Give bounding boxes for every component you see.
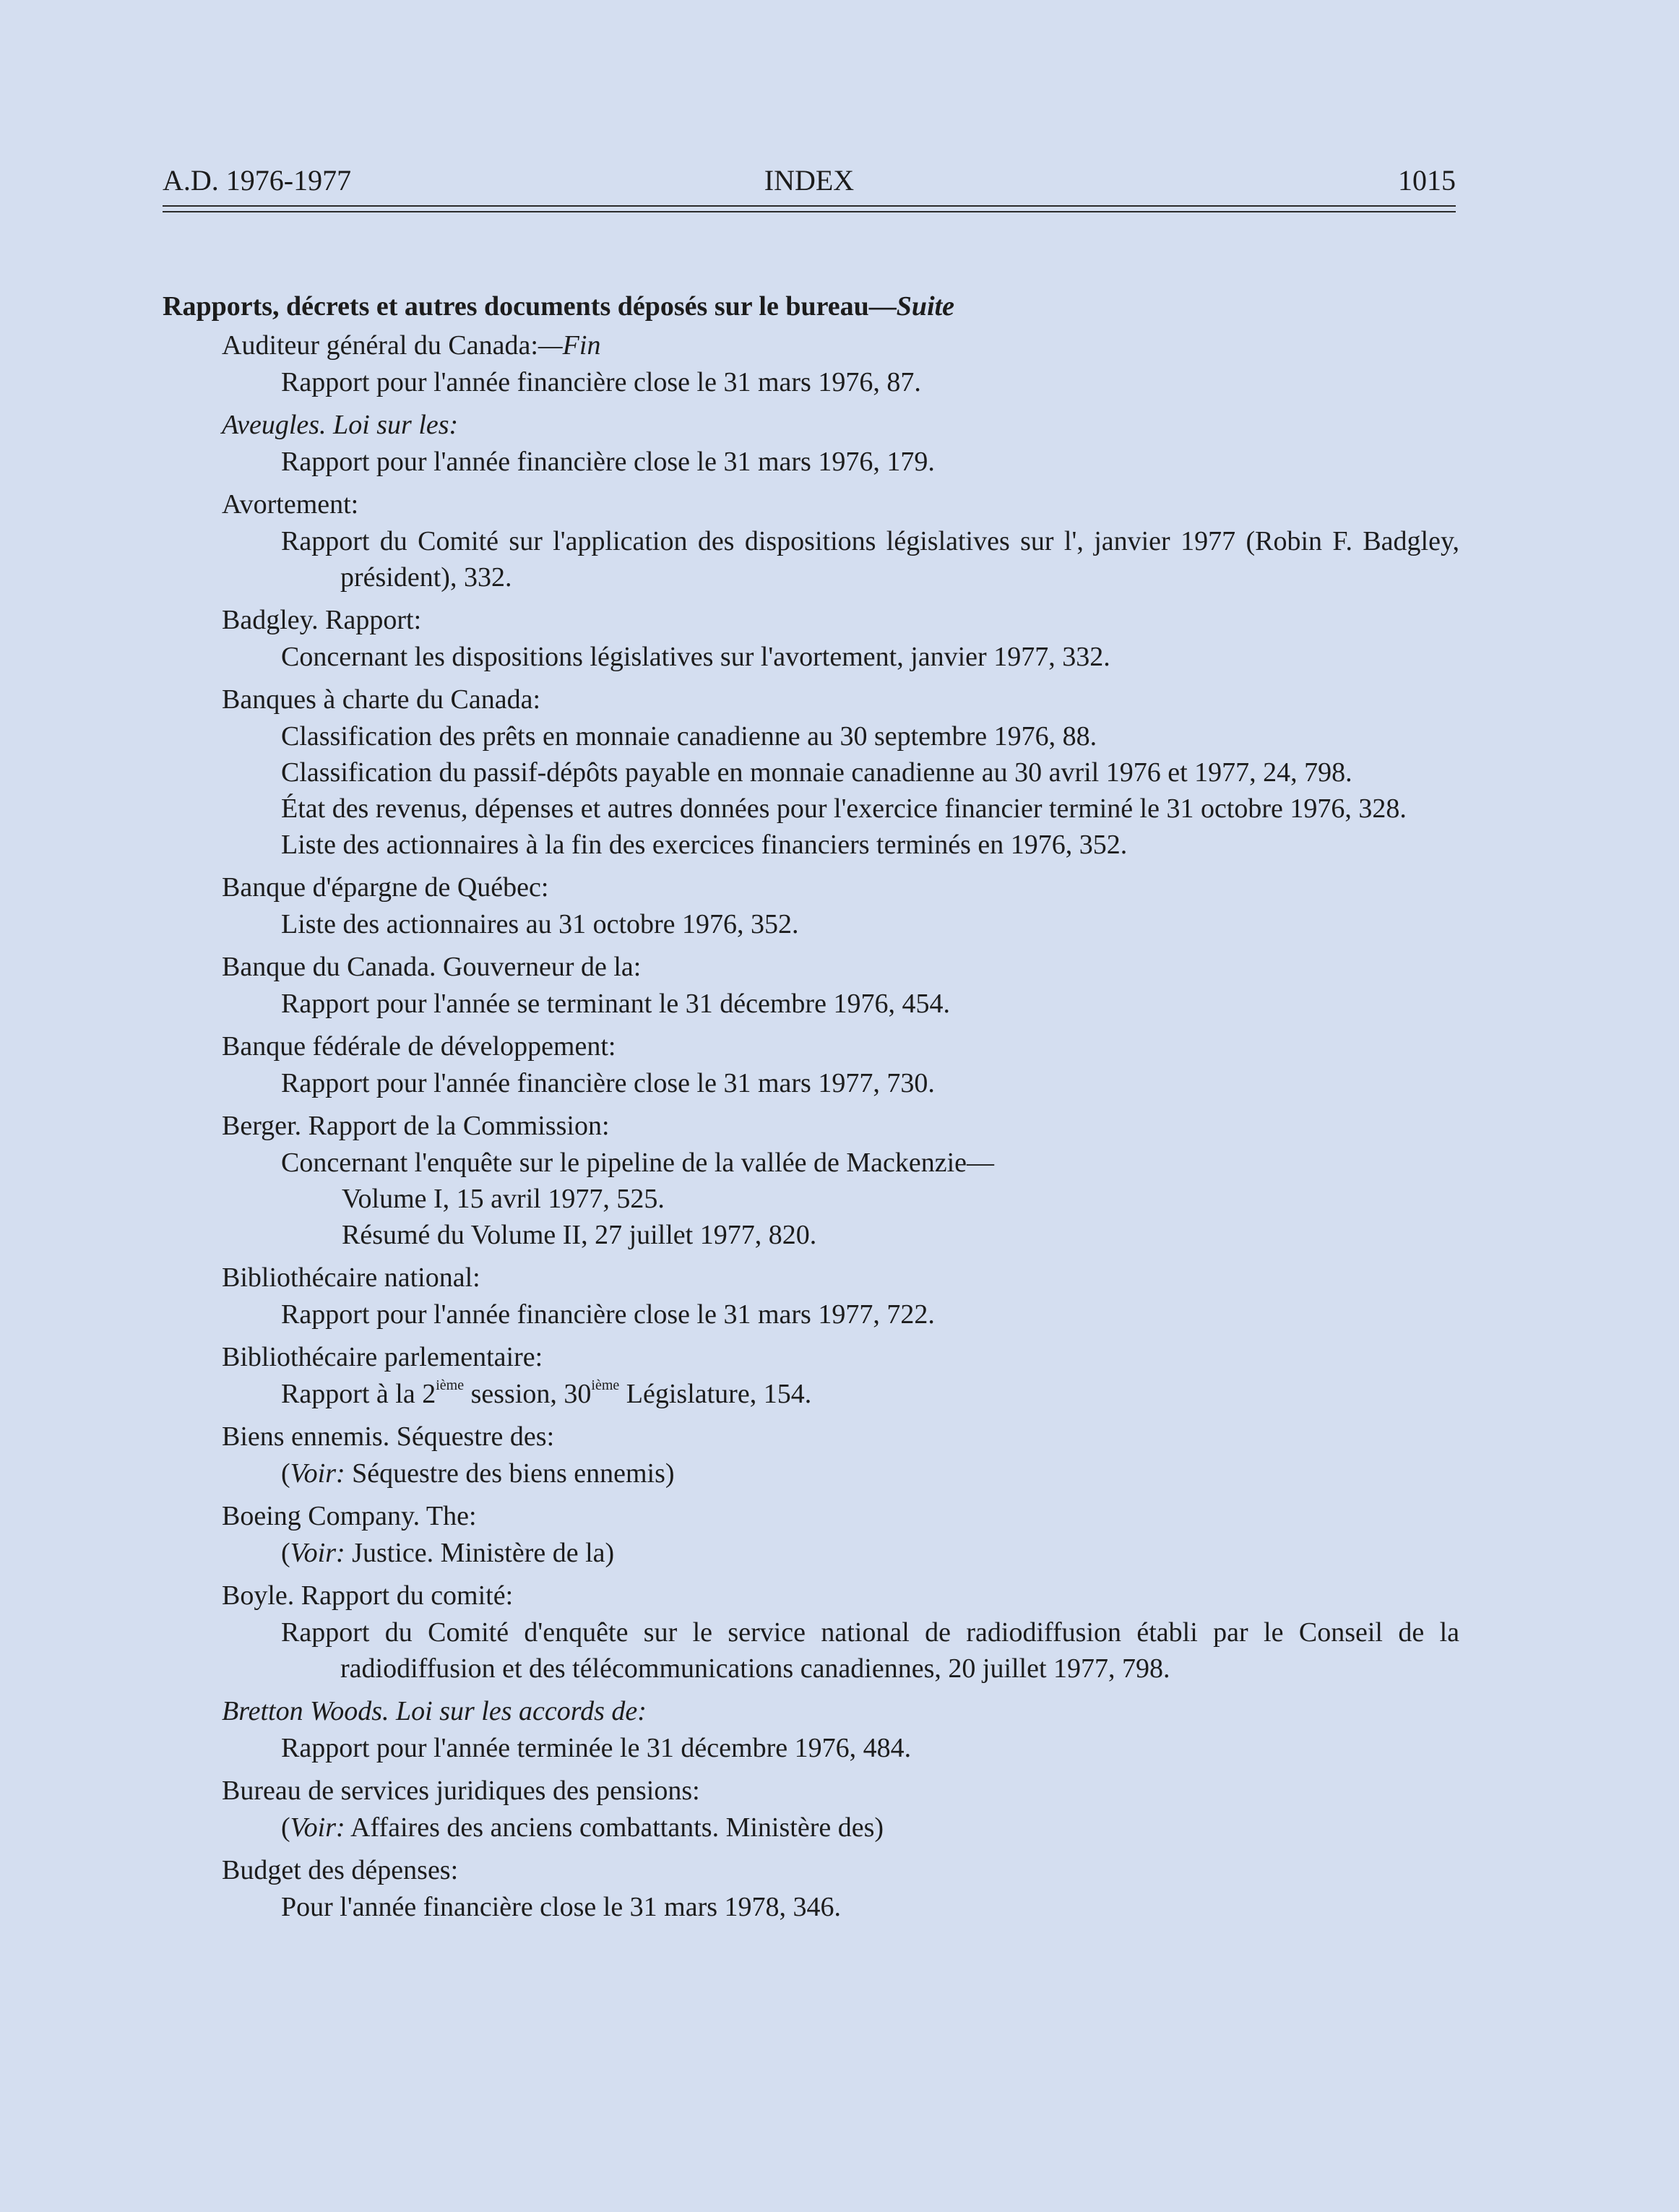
index-entry — [163, 1772, 1459, 1846]
entry-item: Rapport du Comité d'enquête sur le service national de radiodiffusion établi par le Conseil de la radiodiffusion et des télécommunications canadiennes, 20 juillet 1977, 798. — [281, 1617, 1459, 1684]
index-entry — [163, 1028, 1459, 1101]
entry-item: Pour l'année financière close le 31 mars 1978, 346. — [281, 1892, 842, 1922]
entry-heading: Biens ennemis. Séquestre des: — [222, 1421, 555, 1452]
voir-label: Voir: — [290, 1538, 345, 1568]
entry-heading: Bureau de services juridiques des pensions: — [222, 1776, 700, 1806]
entry-heading-text: Auditeur général du Canada: — [222, 330, 538, 361]
page-number: 1015 — [1398, 164, 1456, 197]
header-title: INDEX — [764, 164, 855, 197]
index-entry — [163, 1577, 1459, 1687]
index-entry — [163, 948, 1459, 1022]
entry-heading: Badgley. Rapport: — [222, 605, 422, 635]
entry-heading: Boeing Company. The: — [222, 1501, 477, 1531]
entry-heading: Banques à charte du Canada: — [222, 684, 541, 715]
item-text-part: session, 30 — [464, 1379, 592, 1409]
entry-item: Rapport pour l'année financière close le 31 mars 1977, 722. — [281, 1299, 935, 1330]
entry-heading: Banque d'épargne de Québec: — [222, 872, 549, 903]
cross-reference-paren: ( — [281, 1812, 290, 1843]
entry-item: Rapport pour l'année terminée le 31 décembre 1976, 484. — [281, 1733, 912, 1763]
cross-reference-text: Affaires des anciens combattants. Ministère des) — [345, 1812, 884, 1843]
item-text-part: Rapport à la 2 — [281, 1379, 436, 1409]
entry-item — [163, 1376, 1459, 1412]
cross-reference — [163, 1535, 1459, 1571]
index-entry — [163, 327, 1459, 400]
ordinal-superscript: ième — [591, 1377, 620, 1393]
cross-reference — [163, 1455, 1459, 1492]
entry-item: Classification du passif-dépôts payable en monnaie canadienne au 30 avril 1976 et 1977, 24, 798. — [281, 757, 1352, 788]
cross-reference-text: Justice. Ministère de la) — [345, 1538, 615, 1568]
index-entry — [163, 1692, 1459, 1766]
section-dash: — — [868, 291, 897, 322]
entry-item: Liste des actionnaires à la fin des exercices financiers terminés en 1976, 352. — [281, 830, 1128, 860]
entry-heading: Banque du Canada. Gouverneur de la: — [222, 952, 642, 982]
cross-reference-paren: ( — [281, 1538, 290, 1568]
index-entry — [163, 1851, 1459, 1925]
cross-reference-paren: ( — [281, 1458, 290, 1489]
entry-item: Liste des actionnaires au 31 octobre 1976, 352. — [281, 909, 799, 939]
header-rule-top — [163, 205, 1456, 207]
cross-reference — [163, 1809, 1459, 1846]
entry-heading: Budget des dépenses: — [222, 1855, 459, 1885]
index-entry — [163, 1338, 1459, 1412]
page-header — [163, 160, 1456, 201]
index-entry — [163, 601, 1459, 675]
entry-heading — [163, 327, 1459, 364]
entry-item: État des revenus, dépenses et autres données pour l'exercice financier terminé le 31 octobre 1976, 328. — [281, 793, 1407, 824]
entry-heading: Avortement: — [222, 489, 359, 520]
entry-item: Rapport pour l'année financière close le 31 mars 1977, 730. — [281, 1068, 935, 1098]
index-entry — [163, 486, 1459, 595]
entry-item: Rapport pour l'année financière close le 31 mars 1976, 87. — [281, 367, 921, 397]
entry-item: Rapport pour l'année se terminant le 31 décembre 1976, 454. — [281, 989, 950, 1019]
entry-subitem: Résumé du Volume II, 27 juillet 1977, 820. — [342, 1220, 817, 1250]
index-body — [163, 288, 1459, 1931]
index-entry — [163, 1418, 1459, 1492]
entry-item: Rapport du Comité sur l'application des dispositions législatives sur l', janvier 1977 (Robin F. Badgley, président), 332. — [281, 526, 1459, 593]
header-year-range: A.D. 1976-1977 — [163, 164, 352, 197]
entry-heading: Banque fédérale de développement: — [222, 1031, 616, 1062]
cross-reference-text: Séquestre des biens ennemis) — [345, 1458, 675, 1489]
entry-item: Concernant les dispositions législatives sur l'avortement, janvier 1977, 332. — [281, 642, 1110, 672]
header-rule-bottom — [163, 211, 1456, 212]
section-suite-label: Suite — [896, 291, 955, 322]
entry-item: Rapport pour l'année financière close le 31 mars 1976, 179. — [281, 447, 935, 477]
index-entry — [163, 1107, 1459, 1253]
entry-heading-suffix: —Fin — [538, 330, 601, 361]
section-heading — [163, 288, 1459, 325]
section-title: Rapports, décrets et autres documents déposés sur le bureau — [163, 291, 869, 322]
voir-label: Voir: — [290, 1812, 345, 1843]
entry-subitem: Volume I, 15 avril 1977, 525. — [342, 1184, 665, 1214]
entry-item: Classification des prêts en monnaie canadienne au 30 septembre 1976, 88. — [281, 721, 1097, 752]
entry-heading: Bibliothécaire parlementaire: — [222, 1342, 543, 1372]
index-entry — [163, 869, 1459, 942]
entry-heading: Aveugles. Loi sur les: — [222, 410, 459, 440]
index-entry — [163, 1497, 1459, 1571]
item-text-part: Législature, 154. — [619, 1379, 812, 1409]
index-entry — [163, 1259, 1459, 1333]
ordinal-superscript: ième — [436, 1377, 465, 1393]
entry-heading: Berger. Rapport de la Commission: — [222, 1111, 610, 1141]
entry-heading: Bibliothécaire national: — [222, 1262, 480, 1293]
entry-item: Concernant l'enquête sur le pipeline de la vallée de Mackenzie— — [281, 1148, 995, 1178]
index-entry — [163, 681, 1459, 863]
entry-heading: Boyle. Rapport du comité: — [222, 1580, 514, 1611]
index-entry — [163, 406, 1459, 480]
voir-label: Voir: — [290, 1458, 345, 1489]
entry-heading: Bretton Woods. Loi sur les accords de: — [222, 1696, 647, 1726]
